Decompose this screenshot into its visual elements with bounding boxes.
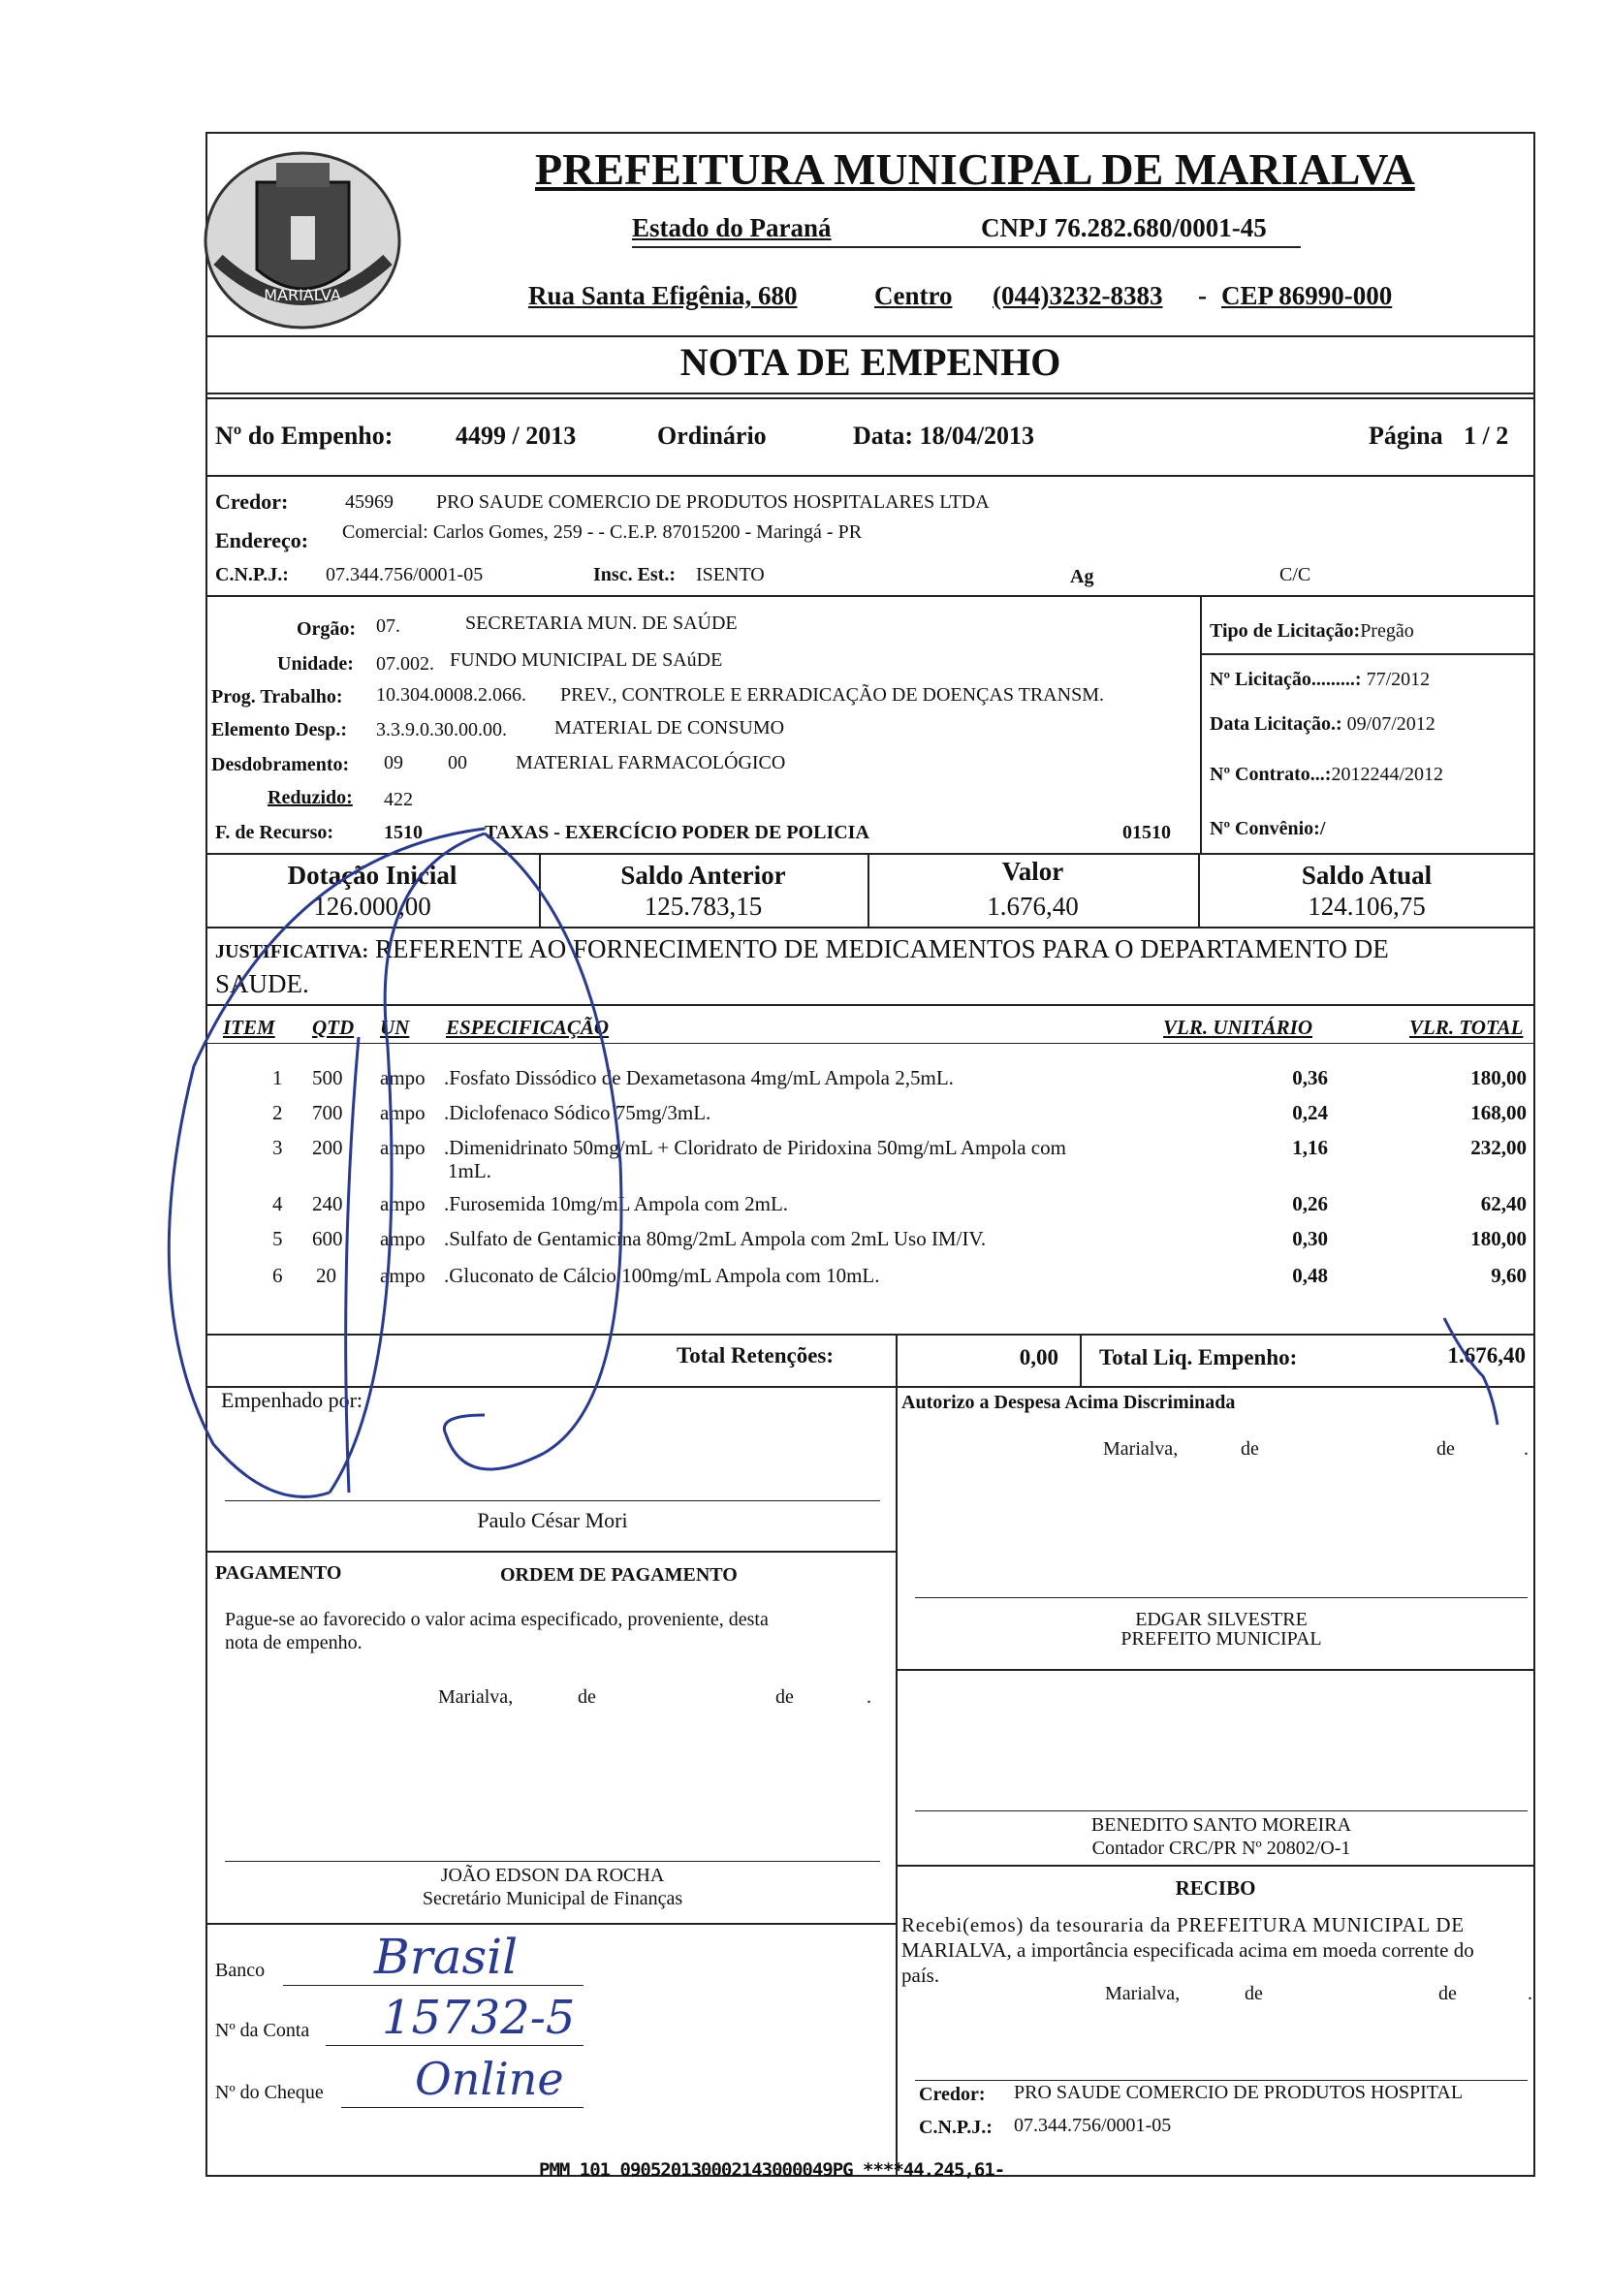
col-especificacao: ESPECIFICAÇÃO xyxy=(446,1016,610,1039)
cc-label: C/C xyxy=(1279,564,1311,585)
total-retencoes-value: 0,00 xyxy=(1019,1345,1058,1369)
saldo-anterior-label: Saldo Anterior xyxy=(620,861,786,890)
cnpj-label: C.N.P.J.: xyxy=(215,564,289,585)
conta-label: Nº da Conta xyxy=(215,2020,310,2041)
header-phone: (044)3232-8383 xyxy=(993,281,1163,310)
prefeito-name: EDGAR SILVESTRE xyxy=(1135,1609,1308,1630)
reduzido-value: 422 xyxy=(384,789,413,810)
contador-cargo: Contador CRC/PR Nº 20802/O-1 xyxy=(1091,1838,1351,1859)
unidade-label: Unidade: xyxy=(277,653,354,675)
page-label: Página xyxy=(1369,422,1443,450)
header-cnpj: CNPJ 76.282.680/0001-45 xyxy=(981,213,1267,242)
recibo-de1: de xyxy=(1245,1983,1263,2004)
desdobramento-name: MATERIAL FARMACOLÓGICO xyxy=(516,752,786,773)
autorizo-label: Autorizo a Despesa Acima Discriminada xyxy=(901,1392,1236,1413)
convenio-label: Nº Convênio:/ xyxy=(1210,818,1326,839)
desdobramento-code2: 00 xyxy=(448,752,467,773)
endereco-label: Endereço: xyxy=(215,528,309,552)
prog-name: PREV., CONTROLE E ERRADICAÇÃO DE DOENÇAS TRANSM. xyxy=(560,684,1104,706)
empenho-date: Data: 18/04/2013 xyxy=(853,422,1035,450)
recurso-code2: 01510 xyxy=(1122,822,1171,843)
conta-handwritten: 15732-5 xyxy=(382,1991,576,2045)
recibo-city: Marialva, xyxy=(1105,1983,1181,2004)
header-cep: CEP 86990-000 xyxy=(1221,281,1393,310)
saldo-atual-label: Saldo Atual xyxy=(1301,861,1433,890)
col-qtd: QTD xyxy=(312,1016,355,1039)
unidade-name: FUNDO MUNICIPAL DE SAúDE xyxy=(450,649,723,671)
recibo-text: Recebi(emos) da tesouraria da PREFEITURA MUNICIPAL DE xyxy=(901,1913,1465,1936)
header-separator: - xyxy=(1198,281,1207,310)
justificativa: JUSTIFICATIVA: REFERENTE AO FORNECIMENTO DE MEDICAMENTOS PARA O DEPARTAMENTO DE xyxy=(215,934,1389,963)
recibo-dot: . xyxy=(1528,1983,1532,2004)
col-un: UN xyxy=(380,1016,410,1039)
recibo-credor: PRO SAUDE COMERCIO DE PRODUTOS HOSPITAL xyxy=(1014,2082,1464,2103)
valor-value: 1.676,40 xyxy=(987,892,1079,921)
autorizo-dot: . xyxy=(1524,1438,1529,1460)
pagamento-text2: nota de empenho. xyxy=(225,1632,363,1653)
credor-address: Comercial: Carlos Gomes, 259 - - C.E.P. 87015200 - Maringá - PR xyxy=(342,521,863,543)
saldo-atual-value: 124.106,75 xyxy=(1308,892,1426,921)
recibo-credor-label: Credor: xyxy=(919,2084,986,2105)
pagamento-de2: de xyxy=(775,1686,794,1708)
header-title: PREFEITURA MUNICIPAL DE MARIALVA xyxy=(535,144,1415,194)
col-item: ITEM xyxy=(223,1016,275,1039)
orgao-label: Orgão: xyxy=(297,618,357,640)
elemento-name: MATERIAL DE CONSUMO xyxy=(554,717,785,739)
document-title: NOTA DE EMPENHO xyxy=(679,340,1061,384)
pagamento-de1: de xyxy=(578,1686,596,1708)
elemento-label: Elemento Desp.: xyxy=(211,719,347,740)
page-number: 1 / 2 xyxy=(1464,422,1509,450)
insc-label: Insc. Est.: xyxy=(593,564,677,585)
header-state: Estado do Paraná xyxy=(632,213,832,242)
prog-code: 10.304.0008.2.066. xyxy=(376,684,526,706)
total-liq-value: 1.676,40 xyxy=(1447,1343,1526,1368)
footer-authentication-stamp: PMM 101 090520130002143000049PG ****44.245,61- xyxy=(539,2159,1005,2181)
reduzido-label: Reduzido: xyxy=(268,787,353,808)
contrato-label: Nº Contrato...:2012244/2012 xyxy=(1210,764,1444,785)
recibo-cnpj: 07.344.756/0001-05 xyxy=(1014,2115,1172,2136)
cheque-label: Nº do Cheque xyxy=(215,2082,324,2103)
empenho-type: Ordinário xyxy=(657,422,767,450)
recibo-title: RECIBO xyxy=(1175,1876,1256,1900)
header-district: Centro xyxy=(874,281,953,310)
pagamento-dot: . xyxy=(867,1686,871,1708)
dotacao-label: Dotação Inicial xyxy=(287,861,457,890)
orgao-code: 07. xyxy=(376,615,400,637)
prog-label: Prog. Trabalho: xyxy=(211,686,343,708)
pagamento-text: Pague-se ao favorecido o valor acima especificado, proveniente, desta xyxy=(225,1609,769,1630)
num-licitacao-label: Nº Licitação.........: 77/2012 xyxy=(1210,669,1431,690)
pagamento-label: PAGAMENTO xyxy=(215,1562,342,1584)
recibo-cnpj-label: C.N.P.J.: xyxy=(919,2117,993,2138)
banco-label: Banco xyxy=(215,1960,266,1981)
secretario-name: JOÃO EDSON DA ROCHA xyxy=(440,1865,665,1886)
recibo-text2: MARIALVA, a importância especificada acima em moeda corrente do xyxy=(901,1938,1474,1962)
dotacao-value: 126.000,00 xyxy=(313,892,431,921)
tipo-licitacao-label: Tipo de Licitação:Pregão xyxy=(1210,620,1414,642)
autorizo-city: Marialva, xyxy=(1103,1438,1179,1460)
credor-code: 45969 xyxy=(345,491,394,513)
unidade-code: 07.002. xyxy=(376,653,434,675)
prefeito-cargo: PREFEITO MUNICIPAL xyxy=(1120,1628,1322,1650)
justificativa-line2: SAUDE. xyxy=(215,969,309,998)
ordem-pagamento-label: ORDEM DE PAGAMENTO xyxy=(500,1564,738,1586)
elemento-code: 3.3.9.0.30.00.00. xyxy=(376,719,507,740)
banco-handwritten: Brasil xyxy=(374,1929,519,1985)
recibo-text3: país. xyxy=(901,1964,940,1987)
contador-name: BENEDITO SANTO MOREIRA xyxy=(1090,1814,1352,1836)
col-vlr-total: VLR. TOTAL xyxy=(1409,1016,1524,1039)
desdobramento-code1: 09 xyxy=(384,752,403,773)
recurso-label: F. de Recurso: xyxy=(215,822,334,843)
empenho-number: 4499 / 2013 xyxy=(456,422,577,450)
empenho-label: Nº do Empenho: xyxy=(215,422,394,450)
cheque-handwritten: Online xyxy=(415,2053,564,2105)
recurso-code: 1510 xyxy=(384,822,423,843)
ag-label: Ag xyxy=(1070,566,1094,587)
credor-cnpj: 07.344.756/0001-05 xyxy=(326,564,484,585)
valor-label: Valor xyxy=(1001,857,1064,886)
autorizo-de2: de xyxy=(1436,1438,1455,1460)
credor-insc: ISENTO xyxy=(696,564,765,585)
total-retencoes-label: Total Retenções: xyxy=(677,1343,835,1368)
empenhado-nome: Paulo César Mori xyxy=(477,1508,628,1532)
credor-label: Credor: xyxy=(215,489,289,514)
col-vlr-unitario: VLR. UNITÁRIO xyxy=(1163,1016,1313,1039)
header-address: Rua Santa Efigênia, 680 xyxy=(528,281,798,310)
credor-name: PRO SAUDE COMERCIO DE PRODUTOS HOSPITALARES LTDA xyxy=(436,491,990,513)
recurso-name: TAXAS - EXERCÍCIO PODER DE POLICIA xyxy=(485,822,869,843)
saldo-anterior-value: 125.783,15 xyxy=(644,892,763,921)
total-liq-label: Total Liq. Empenho: xyxy=(1099,1345,1298,1369)
orgao-name: SECRETARIA MUN. DE SAÚDE xyxy=(465,613,738,634)
desdobramento-label: Desdobramento: xyxy=(211,754,350,775)
svg-text:MARIALVA: MARIALVA xyxy=(264,286,341,304)
recibo-de2: de xyxy=(1438,1983,1457,2004)
data-licitacao-label: Data Licitação.: 09/07/2012 xyxy=(1210,713,1435,735)
empenhado-por-label: Empenhado por: xyxy=(221,1388,363,1412)
autorizo-de1: de xyxy=(1241,1438,1259,1460)
secretario-cargo: Secretário Municipal de Finanças xyxy=(422,1888,683,1909)
pagamento-city: Marialva, xyxy=(438,1686,514,1708)
